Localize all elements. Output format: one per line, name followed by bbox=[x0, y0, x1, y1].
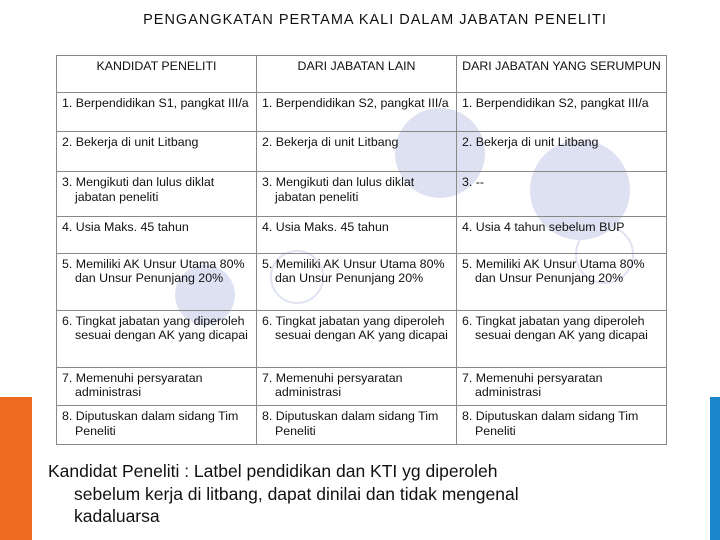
left-accent-bar bbox=[0, 397, 32, 540]
caption-line: sebelum kerja di litbang, dapat dinilai dan tidak mengenal bbox=[74, 483, 519, 504]
table-cell bbox=[57, 253, 257, 310]
cell-text: 7. Memenuhi persyaratan administrasi bbox=[262, 370, 403, 400]
cell-text: 2. Bekerja di unit Litbang bbox=[62, 134, 199, 149]
table-row bbox=[57, 93, 667, 132]
table-cell bbox=[257, 131, 457, 172]
header-dari-jabatan-serumpun: DARI JABATAN YANG SERUMPUN bbox=[457, 56, 667, 93]
cell-text: 4. Usia Maks. 45 tahun bbox=[62, 220, 189, 235]
cell-text: 7. Memenuhi persyaratan administrasi bbox=[62, 370, 203, 400]
cell-text: 3. Mengikuti dan lulus diklat jabatan peneliti bbox=[262, 175, 415, 204]
table-cell bbox=[457, 131, 667, 172]
table-cell bbox=[57, 93, 257, 132]
table-cell bbox=[457, 217, 667, 254]
table-cell bbox=[457, 93, 667, 132]
cell-text: 7. Memenuhi persyaratan administrasi bbox=[462, 370, 603, 400]
table-cell bbox=[57, 172, 257, 217]
table-cell bbox=[257, 93, 457, 132]
table-cell bbox=[457, 310, 667, 367]
cell-text: 5. Memiliki AK Unsur Utama 80% dan Unsur Penunjang 20% bbox=[462, 256, 645, 286]
table-cell bbox=[457, 253, 667, 310]
cell-text: 8. Diputuskan dalam sidang Tim Peneliti bbox=[462, 409, 639, 438]
table-cell bbox=[257, 253, 457, 310]
table-cell bbox=[57, 367, 257, 406]
table-row bbox=[57, 131, 667, 172]
cell-text: 1. Berpendidikan S1, pangkat III/a bbox=[62, 96, 249, 110]
slide-title: PENGANGKATAN PERTAMA KALI DALAM JABATAN PENELITI bbox=[143, 12, 607, 28]
cell-text: 6. Tingkat jabatan yang diperoleh sesuai dengan AK yang dicapai bbox=[262, 313, 448, 343]
cell-text: 1. Berpendidikan S2, pangkat III/a bbox=[462, 96, 649, 110]
cell-text: 5. Memiliki AK Unsur Utama 80% dan Unsur Penunjang 20% bbox=[62, 256, 245, 286]
table-row bbox=[57, 253, 667, 310]
cell-text: 5. Memiliki AK Unsur Utama 80% dan Unsur Penunjang 20% bbox=[262, 256, 445, 286]
table-cell bbox=[257, 367, 457, 406]
right-accent-bar bbox=[710, 397, 720, 540]
table-cell bbox=[457, 406, 667, 445]
cell-text: 1. Berpendidikan S2, pangkat III/a bbox=[262, 96, 449, 110]
table-header-row bbox=[57, 56, 667, 93]
caption-line: Kandidat Peneliti : Latbel pendidikan dan KTI yg diperoleh bbox=[48, 461, 498, 481]
table-row bbox=[57, 172, 667, 217]
table-cell bbox=[257, 406, 457, 445]
table-cell bbox=[257, 217, 457, 254]
header-kandidat-peneliti: KANDIDAT PENELITI bbox=[57, 56, 257, 93]
cell-text: 4. Usia 4 tahun sebelum BUP bbox=[462, 220, 625, 235]
cell-text: 3. -- bbox=[462, 175, 485, 190]
requirements-table bbox=[56, 55, 667, 445]
cell-text: 4. Usia Maks. 45 tahun bbox=[262, 220, 389, 235]
table-row bbox=[57, 406, 667, 445]
cell-text: 8. Diputuskan dalam sidang Tim Peneliti bbox=[62, 409, 239, 438]
slide-caption bbox=[48, 460, 688, 528]
cell-text: 2. Bekerja di unit Litbang bbox=[462, 134, 599, 149]
table-cell bbox=[57, 217, 257, 254]
header-dari-jabatan-lain: DARI JABATAN LAIN bbox=[257, 56, 457, 93]
cell-text: 8. Diputuskan dalam sidang Tim Peneliti bbox=[262, 409, 439, 438]
table-cell bbox=[457, 172, 667, 217]
table-cell bbox=[57, 406, 257, 445]
caption-line: kadaluarsa bbox=[74, 506, 160, 526]
table-cell bbox=[57, 310, 257, 367]
table-cell bbox=[257, 172, 457, 217]
cell-text: 2. Bekerja di unit Litbang bbox=[262, 134, 399, 149]
cell-text: 6. Tingkat jabatan yang diperoleh sesuai dengan AK yang dicapai bbox=[62, 313, 248, 343]
cell-text: 6. Tingkat jabatan yang diperoleh sesuai dengan AK yang dicapai bbox=[462, 313, 648, 343]
table-row bbox=[57, 310, 667, 367]
table-row bbox=[57, 367, 667, 406]
table-row bbox=[57, 217, 667, 254]
table-cell bbox=[257, 310, 457, 367]
table-cell bbox=[457, 367, 667, 406]
table-cell bbox=[57, 131, 257, 172]
cell-text: 3. Mengikuti dan lulus diklat jabatan peneliti bbox=[62, 175, 215, 204]
